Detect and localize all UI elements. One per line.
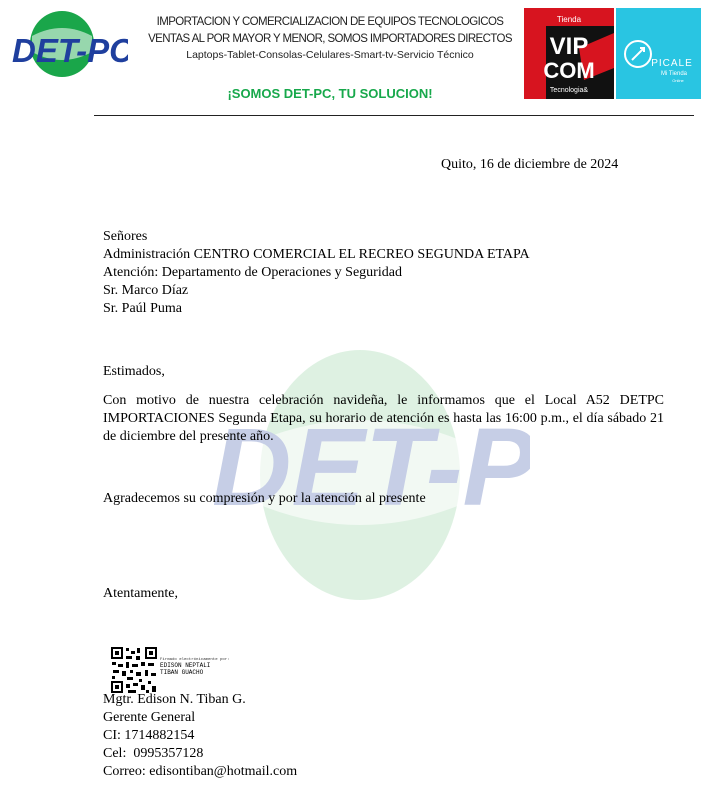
- body-paragraph: Con motivo de nuestra celebración navideña, le informamos que el Local A52 DETPC IMPORTACIONES Segunda Etapa, su horario de atención es hasta las 16:00 p.m., el día sábado 21 de diciembre del presente año.: [103, 393, 664, 444]
- esign-name-line-1: EDISON NEPTALI: [160, 662, 211, 669]
- vip-logo-main2: COM: [543, 58, 595, 83]
- vip-logo-top: Tienda: [556, 15, 582, 24]
- esign-name-line-2: TIBAN GUACHO: [160, 668, 204, 676]
- recipient-line: Administración CENTRO COMERCIAL EL RECREO SEGUNDA ETAPA: [103, 247, 530, 262]
- letter-date: Quito, 16 de diciembre de 2024: [441, 157, 619, 172]
- esign-caption: Firmado electrónicamente por:: [160, 658, 230, 662]
- slogan: ¡SOMOS DET-PC, TU SOLUCION!: [227, 86, 433, 101]
- recipient-block: [103, 228, 530, 318]
- rocket-icon: [632, 48, 644, 60]
- vip-com-logo: [524, 8, 614, 99]
- signer-name: Mgtr. Edison N. Tiban G.: [103, 692, 246, 707]
- greeting: Estimados,: [103, 364, 165, 379]
- signature-qr-code: [110, 646, 158, 694]
- recipient-line: Sr. Marco Díaz: [103, 283, 189, 298]
- signer-email: Correo: edisontiban@hotmail.com: [103, 764, 298, 779]
- header-line-3: Laptops-Tablet-Consolas-Celulares-Smart-tv-Servicio Técnico: [186, 49, 474, 61]
- picale-logo-sub: Mi Tienda: [660, 71, 688, 77]
- header-line-2: VENTAS AL POR MAYOR Y MENOR, SOMOS IMPORTADORES DIRECTOS: [148, 33, 512, 45]
- thanks-line: Agradecemos su compresión y por la atención al presente: [103, 491, 426, 506]
- det-pc-logo: [10, 8, 128, 80]
- signer-title: Gerente General: [103, 710, 196, 725]
- header-divider: [94, 115, 694, 116]
- watermark-logo: [210, 340, 530, 610]
- watermark-text: DET-P: [212, 406, 530, 529]
- header-text: [140, 14, 520, 62]
- picale-logo: [616, 8, 701, 99]
- vip-logo-sub: Tecnologia&: [549, 87, 589, 94]
- closing: Atentamente,: [103, 586, 179, 601]
- signer-phone: Cel: 0995357128: [103, 746, 204, 761]
- picale-logo-main: PICALE: [651, 58, 693, 69]
- signer-block: [103, 691, 297, 781]
- recipient-line: Señores: [103, 229, 148, 244]
- recipient-line: Sr. Paúl Puma: [103, 301, 182, 316]
- electronic-signature-text: [160, 658, 230, 676]
- signer-id: CI: 1714882154: [103, 728, 195, 743]
- picale-logo-tiny: Online: [672, 78, 684, 83]
- header-line-1: IMPORTACION Y COMERCIALIZACION DE EQUIPOS TECNOLOGICOS: [156, 16, 504, 28]
- vip-logo-main1: VIP: [549, 33, 589, 60]
- recipient-line: Atención: Departamento de Operaciones y Seguridad: [103, 265, 402, 280]
- det-pc-logo-text: DET-PC: [12, 32, 128, 69]
